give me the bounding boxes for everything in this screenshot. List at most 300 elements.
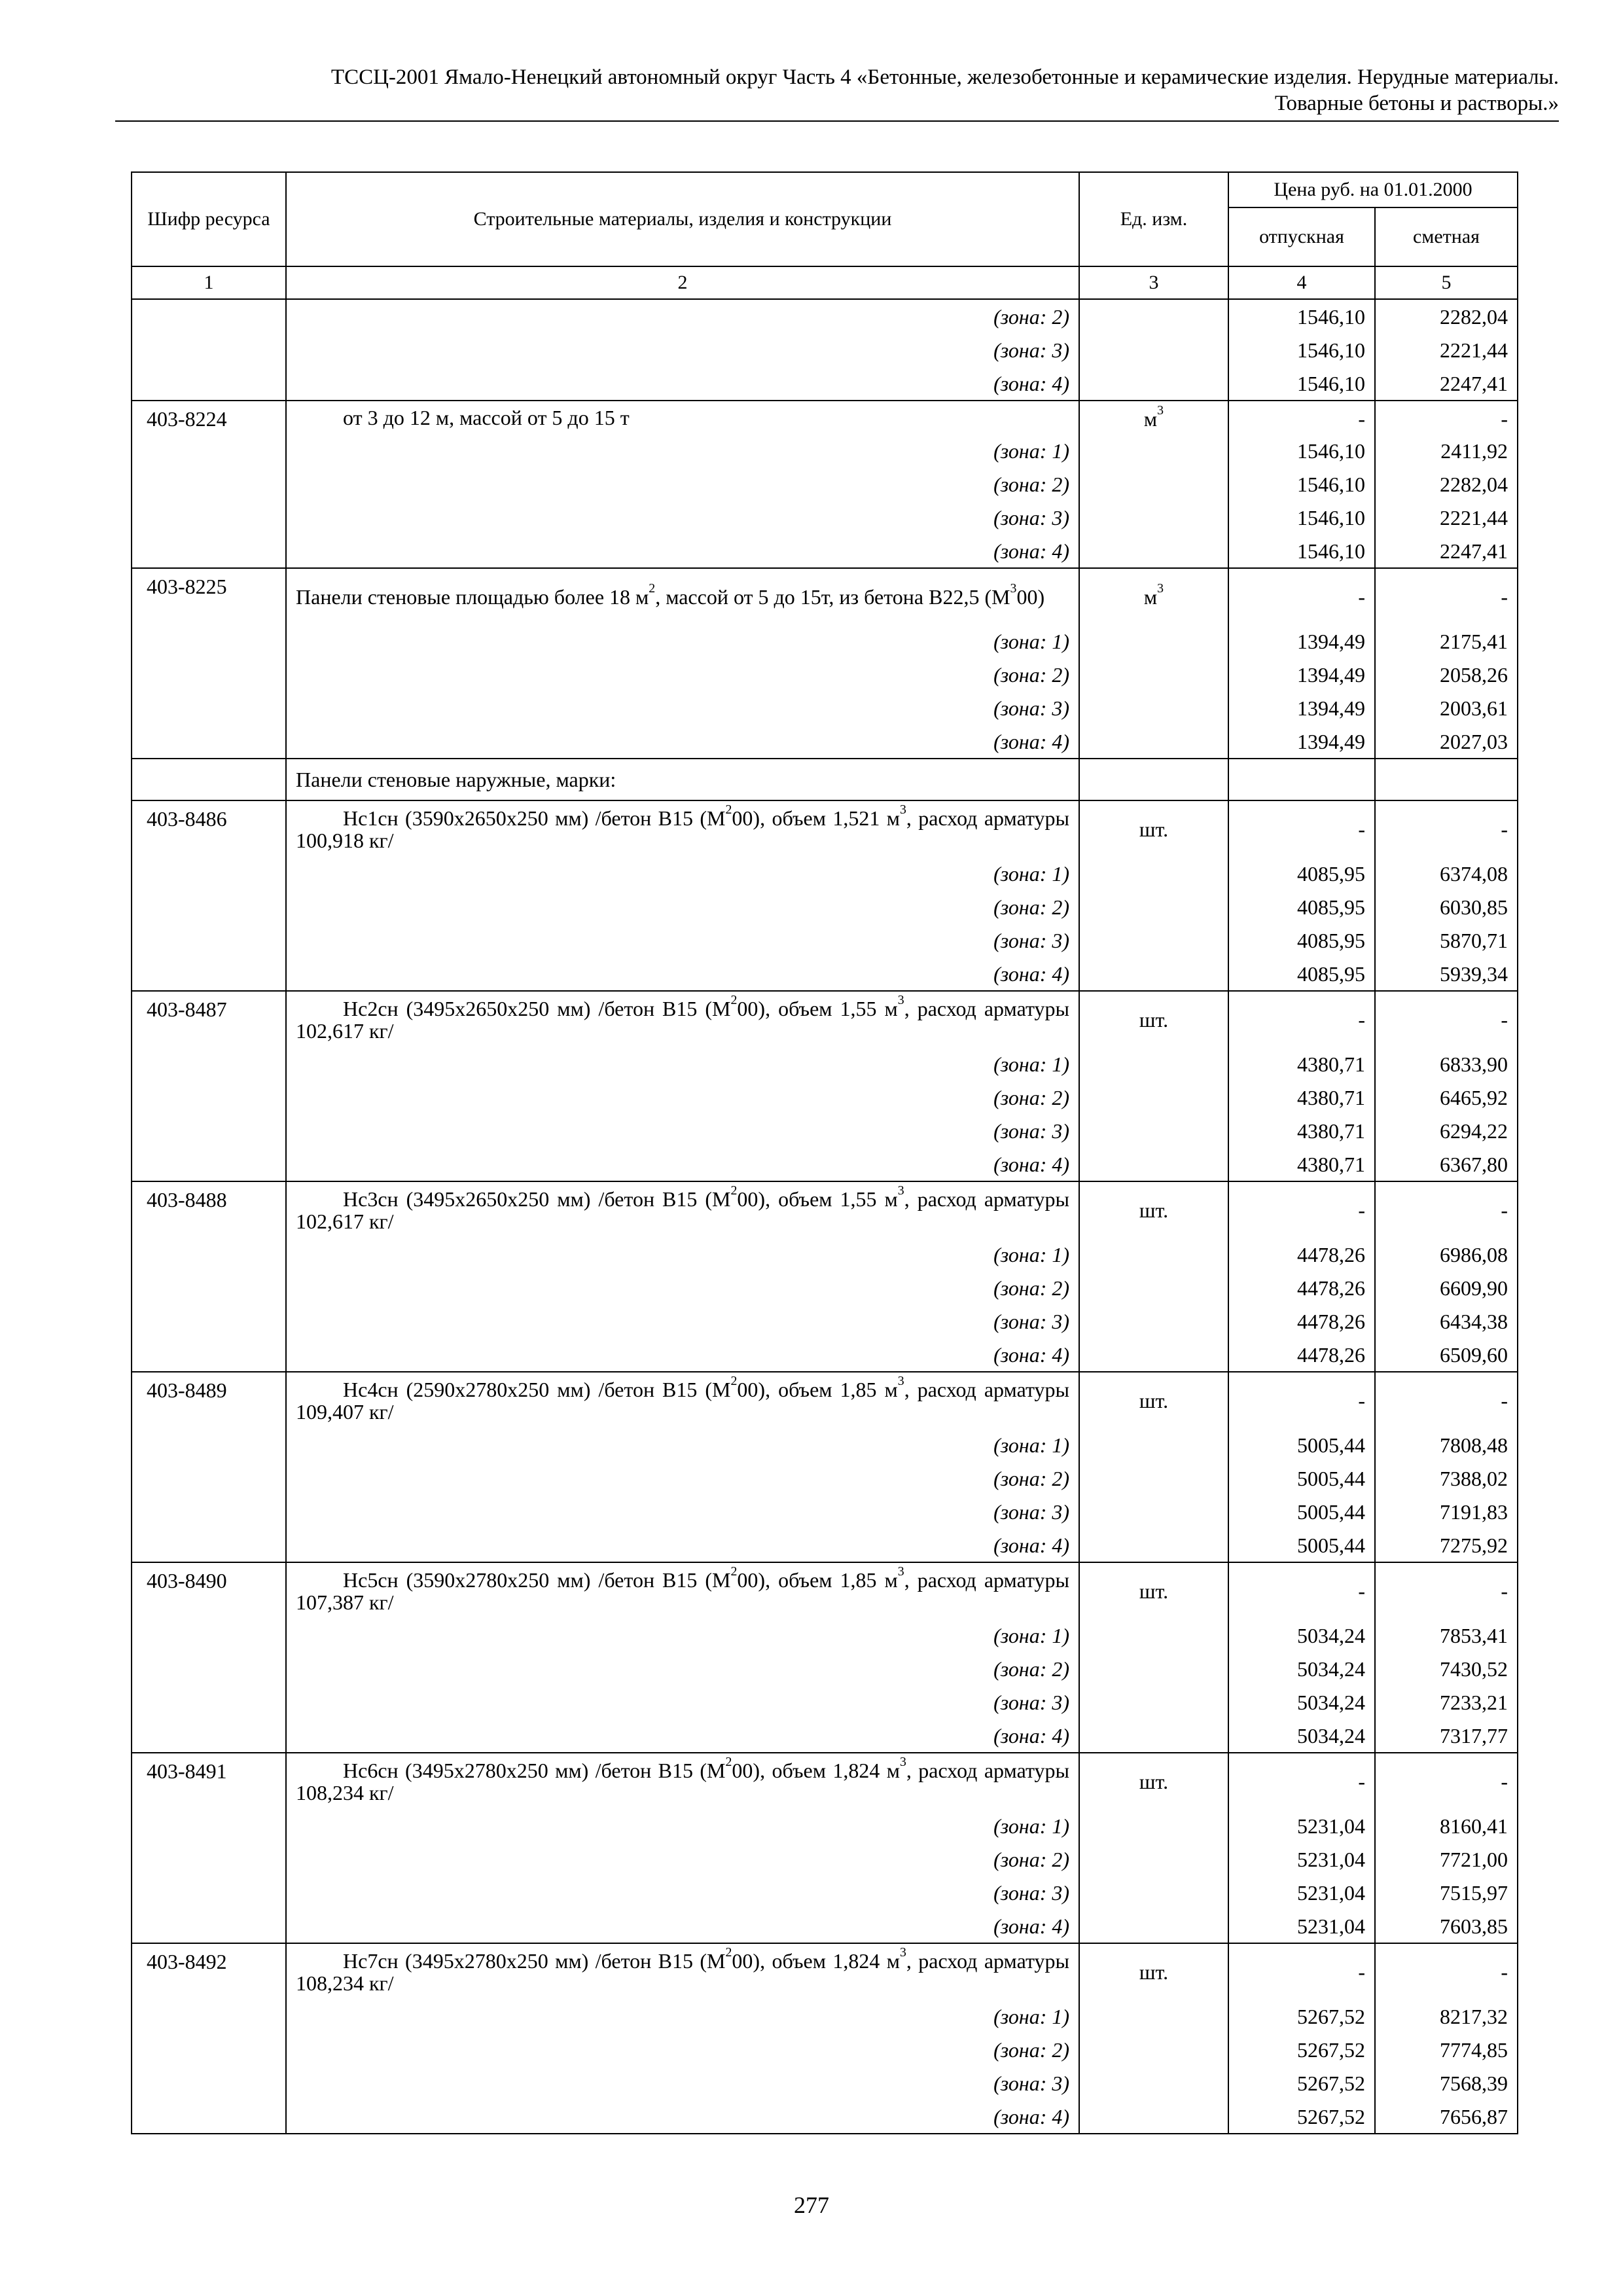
zone-label: (зона: 1) (286, 2000, 1079, 2033)
table-row (132, 568, 1518, 624)
code-cell-empty (132, 924, 286, 957)
code-cell-empty (132, 1652, 286, 1685)
zone-row (132, 857, 1518, 890)
estimate-price: 7275,92 (1375, 1528, 1518, 1562)
zone-label: (зона: 2) (286, 658, 1079, 691)
zone-label: (зона: 4) (286, 957, 1079, 991)
code-cell-empty (132, 367, 286, 401)
zone-row (132, 658, 1518, 691)
code-cell-empty (132, 434, 286, 467)
zone-row (132, 1495, 1518, 1528)
release-price: 5231,04 (1228, 1909, 1375, 1943)
release-price: 1546,10 (1228, 434, 1375, 467)
unit-cell-empty (1079, 1338, 1228, 1372)
estimate-price: - (1375, 800, 1518, 857)
unit-cell-empty (1079, 1147, 1228, 1181)
unit-cell-empty (1079, 2033, 1228, 2066)
zone-row (132, 2066, 1518, 2100)
zone-label: (зона: 2) (286, 2033, 1079, 2066)
price-table (131, 171, 1518, 2134)
zone-row (132, 1719, 1518, 1753)
running-header (111, 64, 1559, 117)
zone-row (132, 1238, 1518, 1271)
code-cell-empty (132, 1238, 286, 1271)
zone-label: (зона: 3) (286, 1495, 1079, 1528)
release-price: 1546,10 (1228, 367, 1375, 401)
material-description: Нс4сн (2590х2780х250 мм) /бетон В15 $(М^200)$, объем 1,85 $м^3$, расход арматуры 109,407 кг/ (286, 1372, 1079, 1428)
release-price: 4085,95 (1228, 924, 1375, 957)
unit-cell-empty (1079, 957, 1228, 991)
code-cell-empty (132, 1147, 286, 1181)
estimate-price: 7233,21 (1375, 1685, 1518, 1719)
zone-label: (зона: 3) (286, 1114, 1079, 1147)
unit-cell-empty (1079, 467, 1228, 501)
unit-cell-empty (1079, 1304, 1228, 1338)
zone-label: (зона: 1) (286, 1428, 1079, 1462)
estimate-price: 7656,87 (1375, 2100, 1518, 2134)
unit-cell-empty (1079, 534, 1228, 568)
unit-cell-empty (1079, 1652, 1228, 1685)
table-row (132, 800, 1518, 857)
section-title: Панели стеновые наружные, марки: (286, 759, 1079, 800)
estimate-price: 2411,92 (1375, 434, 1518, 467)
code-cell-empty (132, 2100, 286, 2134)
resource-code: 403-8491 (132, 1753, 286, 1809)
zone-label: (зона: 2) (286, 1271, 1079, 1304)
col-header-code: Шифр ресурса (132, 172, 286, 266)
zone-label: (зона: 3) (286, 691, 1079, 725)
zone-label: (зона: 1) (286, 434, 1079, 467)
unit-cell-empty (1079, 725, 1228, 759)
zone-label: (зона: 3) (286, 1685, 1079, 1719)
release-price: 5034,24 (1228, 1652, 1375, 1685)
unit-of-measure: шт. (1079, 1753, 1228, 1809)
code-cell-empty (132, 1685, 286, 1719)
unit-of-measure: шт. (1079, 800, 1228, 857)
release-price: 5034,24 (1228, 1719, 1375, 1753)
material-description: Нс7сн (3495х2780х250 мм) /бетон В15 $(М^200)$, объем 1,824 $м^3$, расход арматуры 108,234 кг/ (286, 1943, 1079, 2000)
zone-row (132, 1619, 1518, 1652)
release-price: 4085,95 (1228, 957, 1375, 991)
zone-label: (зона: 4) (286, 1147, 1079, 1181)
zone-row (132, 1047, 1518, 1081)
estimate-price: 2175,41 (1375, 624, 1518, 658)
estimate-price: - (1375, 1753, 1518, 1809)
estimate-cell-empty (1375, 759, 1518, 800)
code-cell-empty (132, 1271, 286, 1304)
material-description: Панели стеновые площадью более 18 $м^2$, массой от 5 до 15т, из бетона В22,5 $(М^300)$ (286, 568, 1079, 624)
code-cell-empty (132, 890, 286, 924)
release-price: 5267,52 (1228, 2000, 1375, 2033)
section-row (132, 759, 1518, 800)
code-cell-empty (132, 1619, 286, 1652)
zone-label: (зона: 4) (286, 367, 1079, 401)
release-price: 5005,44 (1228, 1495, 1375, 1528)
code-cell-empty (132, 624, 286, 658)
material-description: Нс2сн (3495х2650х250 мм) /бетон В15 $(М^200)$, объем 1,55 $м^3$, расход арматуры 102,617 кг/ (286, 991, 1079, 1047)
release-price: 5267,52 (1228, 2033, 1375, 2066)
release-price: 1546,10 (1228, 534, 1375, 568)
header-rule (115, 120, 1559, 122)
estimate-price: - (1375, 401, 1518, 434)
release-price: 1546,10 (1228, 467, 1375, 501)
estimate-price: 2282,04 (1375, 299, 1518, 333)
zone-row (132, 1652, 1518, 1685)
unit-cell-empty (1079, 1528, 1228, 1562)
page-number: 277 (794, 2192, 829, 2218)
estimate-price: 2247,41 (1375, 534, 1518, 568)
release-price: 4478,26 (1228, 1304, 1375, 1338)
estimate-price: 6509,60 (1375, 1338, 1518, 1372)
code-cell-empty (132, 1809, 286, 1842)
code-cell-empty (132, 1462, 286, 1495)
unit-cell-empty (1079, 1809, 1228, 1842)
release-price: 4085,95 (1228, 857, 1375, 890)
unit-of-measure: шт. (1079, 1562, 1228, 1619)
resource-code: 403-8490 (132, 1562, 286, 1619)
unit-cell-empty (1079, 691, 1228, 725)
release-price: 1394,49 (1228, 725, 1375, 759)
zone-label: (зона: 4) (286, 1338, 1079, 1372)
zone-row (132, 1147, 1518, 1181)
code-cell-empty (132, 759, 286, 800)
column-number: 4 (1228, 266, 1375, 299)
estimate-price: 6367,80 (1375, 1147, 1518, 1181)
unit-cell-empty (1079, 890, 1228, 924)
table-row (132, 1562, 1518, 1619)
material-description: Нс5сн (3590х2780х250 мм) /бетон В15 $(М^200)$, объем 1,85 $м^3$, расход арматуры 107,387 кг/ (286, 1562, 1079, 1619)
estimate-price: 2058,26 (1375, 658, 1518, 691)
zone-row (132, 367, 1518, 401)
release-price: 4478,26 (1228, 1338, 1375, 1372)
release-price: 5267,52 (1228, 2066, 1375, 2100)
resource-code: 403-8224 (132, 401, 286, 434)
table-row (132, 1181, 1518, 1238)
estimate-price: 6833,90 (1375, 1047, 1518, 1081)
zone-label: (зона: 2) (286, 1081, 1079, 1114)
estimate-price: 2221,44 (1375, 333, 1518, 367)
zone-row (132, 1685, 1518, 1719)
zone-row (132, 924, 1518, 957)
zone-row (132, 1081, 1518, 1114)
column-number: 3 (1079, 266, 1228, 299)
unit-cell-empty (1079, 434, 1228, 467)
unit-cell-empty (1079, 1842, 1228, 1876)
release-price: 1394,49 (1228, 658, 1375, 691)
release-price: - (1228, 1372, 1375, 1428)
estimate-price: 5939,34 (1375, 957, 1518, 991)
unit-cell-empty (1079, 1619, 1228, 1652)
code-cell-empty (132, 2000, 286, 2033)
release-price: 4478,26 (1228, 1271, 1375, 1304)
unit-cell-empty (1079, 857, 1228, 890)
zone-row (132, 1338, 1518, 1372)
zone-label: (зона: 1) (286, 857, 1079, 890)
release-price: 5231,04 (1228, 1842, 1375, 1876)
estimate-price: - (1375, 1181, 1518, 1238)
release-price: 5231,04 (1228, 1809, 1375, 1842)
code-cell-empty (132, 1304, 286, 1338)
col-header-name: Строительные материалы, изделия и конструкции (286, 172, 1079, 266)
zone-label: (зона: 4) (286, 1909, 1079, 1943)
estimate-price: 7430,52 (1375, 1652, 1518, 1685)
unit-cell-empty (1079, 1238, 1228, 1271)
code-cell-empty (132, 1114, 286, 1147)
code-cell-empty (132, 857, 286, 890)
zone-label: (зона: 3) (286, 1876, 1079, 1909)
material-description: от 3 до 12 м, массой от 5 до 15 т (286, 401, 1079, 434)
estimate-price: 7388,02 (1375, 1462, 1518, 1495)
unit-cell-empty (1079, 924, 1228, 957)
zone-label: (зона: 2) (286, 299, 1079, 333)
zone-label: (зона: 3) (286, 1304, 1079, 1338)
release-price: 4380,71 (1228, 1081, 1375, 1114)
code-cell-empty (132, 2033, 286, 2066)
release-price: 1394,49 (1228, 624, 1375, 658)
table-row (132, 401, 1518, 434)
unit-cell-empty (1079, 333, 1228, 367)
unit-of-measure: шт. (1079, 1181, 1228, 1238)
resource-code: 403-8486 (132, 800, 286, 857)
release-price: 4380,71 (1228, 1114, 1375, 1147)
estimate-price: 7774,85 (1375, 2033, 1518, 2066)
resource-code: 403-8492 (132, 1943, 286, 2000)
zone-row (132, 1462, 1518, 1495)
code-cell-empty (132, 1081, 286, 1114)
zone-row (132, 1809, 1518, 1842)
zone-row (132, 1528, 1518, 1562)
release-price: - (1228, 1753, 1375, 1809)
zone-row (132, 434, 1518, 467)
estimate-price: 7317,77 (1375, 1719, 1518, 1753)
estimate-price: 7515,97 (1375, 1876, 1518, 1909)
zone-label: (зона: 4) (286, 1528, 1079, 1562)
zone-label: (зона: 4) (286, 534, 1079, 568)
col-header-estimate: сметная (1375, 207, 1518, 266)
header-line-1: ТССЦ-2001 Ямало-Ненецкий автономный округ Часть 4 «Бетонные, железобетонные и керамические изделия. Нерудные материалы. (330, 65, 1559, 89)
zone-label: (зона: 4) (286, 1719, 1079, 1753)
code-cell-empty (132, 534, 286, 568)
zone-label: (зона: 2) (286, 1652, 1079, 1685)
unit-cell-empty (1079, 759, 1228, 800)
code-cell-empty (132, 1719, 286, 1753)
column-number: 2 (286, 266, 1079, 299)
table-row (132, 1372, 1518, 1428)
release-price: 5034,24 (1228, 1619, 1375, 1652)
material-description: Нс1сн (3590х2650х250 мм) /бетон В15 $(М^200)$, объем 1,521 $м^3$, расход арматуры 100,918 кг/ (286, 800, 1079, 857)
unit-cell-empty (1079, 1428, 1228, 1462)
zone-label: (зона: 1) (286, 1619, 1079, 1652)
unit-cell-empty (1079, 1719, 1228, 1753)
estimate-price: 6030,85 (1375, 890, 1518, 924)
release-price: - (1228, 1562, 1375, 1619)
unit-cell-empty (1079, 1685, 1228, 1719)
code-cell-empty (132, 725, 286, 759)
unit-cell-empty (1079, 299, 1228, 333)
release-price: - (1228, 1181, 1375, 1238)
zone-row (132, 1876, 1518, 1909)
zone-row (132, 299, 1518, 333)
release-price: - (1228, 568, 1375, 624)
column-number: 5 (1375, 266, 1518, 299)
release-price: 1546,10 (1228, 299, 1375, 333)
release-cell-empty (1228, 759, 1375, 800)
estimate-price: 7721,00 (1375, 1842, 1518, 1876)
zone-label: (зона: 1) (286, 1047, 1079, 1081)
unit-cell-empty (1079, 2066, 1228, 2100)
zone-label: (зона: 1) (286, 624, 1079, 658)
estimate-price: 7191,83 (1375, 1495, 1518, 1528)
column-number: 1 (132, 266, 286, 299)
unit-cell-empty (1079, 624, 1228, 658)
unit-of-measure: $м^3$ (1079, 401, 1228, 434)
estimate-price: 6294,22 (1375, 1114, 1518, 1147)
unit-cell-empty (1079, 501, 1228, 534)
resource-code: 403-8225 (132, 568, 286, 624)
zone-row (132, 2000, 1518, 2033)
unit-cell-empty (1079, 2100, 1228, 2134)
zone-row (132, 2100, 1518, 2134)
zone-row (132, 534, 1518, 568)
zone-row (132, 1428, 1518, 1462)
estimate-price: 7603,85 (1375, 1909, 1518, 1943)
code-cell-empty (132, 467, 286, 501)
release-price: - (1228, 800, 1375, 857)
code-cell-empty (132, 1338, 286, 1372)
zone-label: (зона: 3) (286, 2066, 1079, 2100)
unit-cell-empty (1079, 658, 1228, 691)
estimate-price: 8217,32 (1375, 2000, 1518, 2033)
estimate-price: 6609,90 (1375, 1271, 1518, 1304)
estimate-price: 8160,41 (1375, 1809, 1518, 1842)
unit-cell-empty (1079, 2000, 1228, 2033)
release-price: 5005,44 (1228, 1528, 1375, 1562)
unit-cell-empty (1079, 367, 1228, 401)
estimate-price: 6986,08 (1375, 1238, 1518, 1271)
release-price: - (1228, 1943, 1375, 2000)
material-description: Нс3сн (3495х2650х250 мм) /бетон В15 $(М^200)$, объем 1,55 $м^3$, расход арматуры 102,617 кг/ (286, 1181, 1079, 1238)
zone-row (132, 957, 1518, 991)
unit-cell-empty (1079, 1876, 1228, 1909)
zone-label: (зона: 2) (286, 1842, 1079, 1876)
code-cell-empty (132, 1495, 286, 1528)
estimate-price: 6374,08 (1375, 857, 1518, 890)
table-row (132, 991, 1518, 1047)
estimate-price: - (1375, 1562, 1518, 1619)
release-price: 4478,26 (1228, 1238, 1375, 1271)
release-price: 4085,95 (1228, 890, 1375, 924)
estimate-price: 7568,39 (1375, 2066, 1518, 2100)
release-price: 4380,71 (1228, 1047, 1375, 1081)
zone-label: (зона: 1) (286, 1238, 1079, 1271)
unit-cell-empty (1079, 1495, 1228, 1528)
zone-row (132, 501, 1518, 534)
zone-label: (зона: 2) (286, 1462, 1079, 1495)
resource-code: 403-8487 (132, 991, 286, 1047)
release-price: 1394,49 (1228, 691, 1375, 725)
zone-row (132, 1842, 1518, 1876)
release-price: 5005,44 (1228, 1428, 1375, 1462)
code-cell-empty (132, 957, 286, 991)
col-header-unit: Ед. изм. (1079, 172, 1228, 266)
material-description: Нс6сн (3495х2780х250 мм) /бетон В15 $(М^200)$, объем 1,824 $м^3$, расход арматуры 108,234 кг/ (286, 1753, 1079, 1809)
table-row (132, 1753, 1518, 1809)
unit-cell-empty (1079, 1114, 1228, 1147)
zone-row (132, 1304, 1518, 1338)
code-cell-empty (132, 1876, 286, 1909)
zone-row (132, 1114, 1518, 1147)
header-line-2: Товарные бетоны и растворы.» (1274, 92, 1559, 115)
zone-label: (зона: 2) (286, 467, 1079, 501)
code-cell-empty (132, 1428, 286, 1462)
col-header-release: отпускная (1228, 207, 1375, 266)
unit-cell-empty (1079, 1462, 1228, 1495)
code-cell-empty (132, 333, 286, 367)
resource-code: 403-8488 (132, 1181, 286, 1238)
zone-row (132, 333, 1518, 367)
unit-of-measure: $м^3$ (1079, 568, 1228, 624)
estimate-price: 7853,41 (1375, 1619, 1518, 1652)
zone-row (132, 890, 1518, 924)
estimate-price: 2282,04 (1375, 467, 1518, 501)
zone-label: (зона: 3) (286, 333, 1079, 367)
zone-row (132, 2033, 1518, 2066)
estimate-price: - (1375, 1372, 1518, 1428)
resource-code: 403-8489 (132, 1372, 286, 1428)
estimate-price: 2221,44 (1375, 501, 1518, 534)
zone-label: (зона: 2) (286, 890, 1079, 924)
zone-label: (зона: 3) (286, 924, 1079, 957)
code-cell-empty (132, 2066, 286, 2100)
release-price: 5267,52 (1228, 2100, 1375, 2134)
release-price: 1546,10 (1228, 501, 1375, 534)
code-cell-empty (132, 1528, 286, 1562)
zone-label: (зона: 3) (286, 501, 1079, 534)
estimate-price: 5870,71 (1375, 924, 1518, 957)
release-price: 5005,44 (1228, 1462, 1375, 1495)
estimate-price: - (1375, 568, 1518, 624)
zone-row (132, 624, 1518, 658)
zone-row (132, 725, 1518, 759)
code-cell-empty (132, 691, 286, 725)
zone-row (132, 1909, 1518, 1943)
estimate-price: - (1375, 1943, 1518, 2000)
release-price: - (1228, 991, 1375, 1047)
code-cell-empty (132, 1842, 286, 1876)
estimate-price: - (1375, 991, 1518, 1047)
release-price: 5231,04 (1228, 1876, 1375, 1909)
code-cell-empty (132, 1047, 286, 1081)
estimate-price: 2003,61 (1375, 691, 1518, 725)
zone-label: (зона: 4) (286, 2100, 1079, 2134)
zone-label: (зона: 4) (286, 725, 1079, 759)
unit-cell-empty (1079, 1271, 1228, 1304)
unit-of-measure: шт. (1079, 991, 1228, 1047)
zone-row (132, 1271, 1518, 1304)
code-cell-empty (132, 501, 286, 534)
unit-of-measure: шт. (1079, 1372, 1228, 1428)
estimate-price: 7808,48 (1375, 1428, 1518, 1462)
zone-label: (зона: 1) (286, 1809, 1079, 1842)
code-cell-empty (132, 1909, 286, 1943)
release-price: 1546,10 (1228, 333, 1375, 367)
unit-of-measure: шт. (1079, 1943, 1228, 2000)
release-price: 5034,24 (1228, 1685, 1375, 1719)
table-body (132, 266, 1518, 2134)
estimate-price: 6434,38 (1375, 1304, 1518, 1338)
code-cell-empty (132, 658, 286, 691)
unit-cell-empty (1079, 1047, 1228, 1081)
